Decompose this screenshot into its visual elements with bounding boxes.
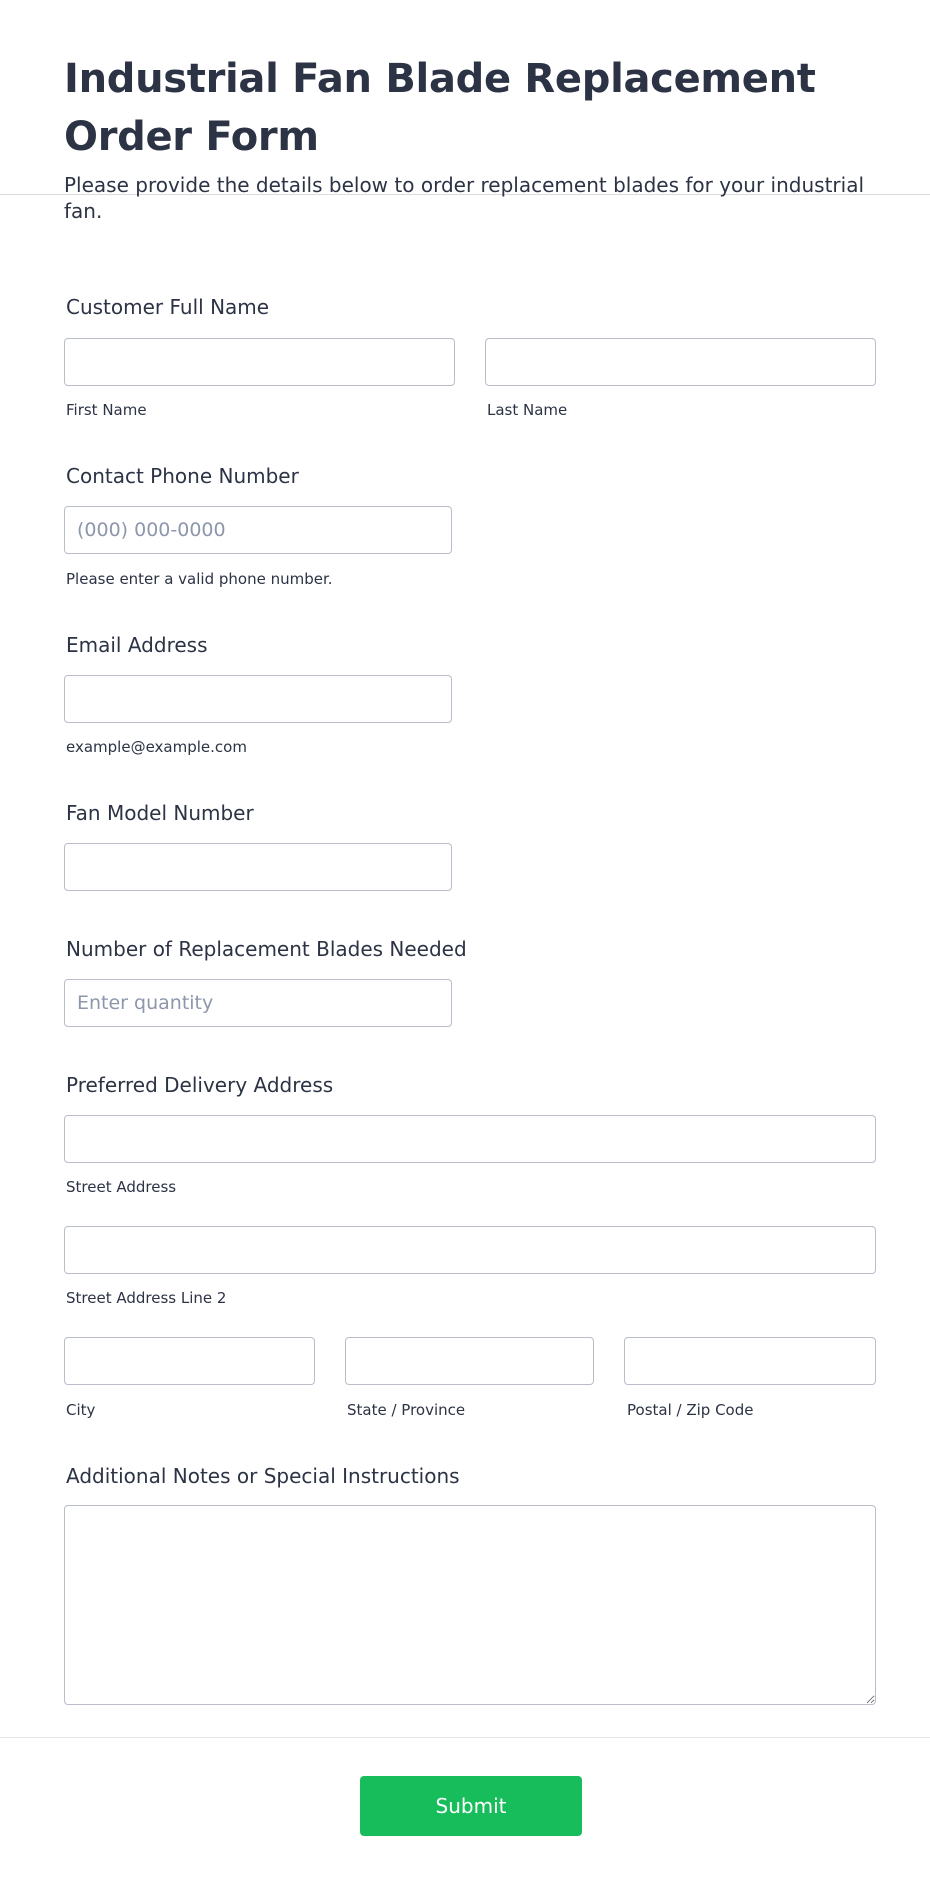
notes-label: Additional Notes or Special Instructions: [66, 1464, 460, 1488]
form-subtitle: Please provide the details below to order replacement blades for your industrial fan.: [64, 173, 865, 223]
state-input[interactable]: [345, 1337, 594, 1385]
state-sublabel: State / Province: [347, 1401, 466, 1419]
zip-input[interactable]: [624, 1337, 876, 1385]
phone-input[interactable]: [64, 506, 452, 554]
notes-textarea[interactable]: [64, 1505, 876, 1705]
form-header: [0, 0, 930, 223]
phone-label: Contact Phone Number: [66, 464, 299, 488]
city-sublabel: City: [66, 1401, 96, 1419]
fan-model-input[interactable]: [64, 843, 452, 891]
email-label: Email Address: [66, 633, 208, 657]
email-input[interactable]: [64, 675, 452, 723]
city-input[interactable]: [64, 1337, 315, 1385]
form-footer: [0, 1737, 930, 1884]
first-name-sublabel: First Name: [66, 401, 147, 419]
blade-quantity-label: Number of Replacement Blades Needed: [66, 937, 467, 961]
email-sublabel: example@example.com: [66, 738, 247, 756]
zip-sublabel: Postal / Zip Code: [627, 1401, 754, 1419]
fan-model-label: Fan Model Number: [66, 801, 254, 825]
phone-sublabel: Please enter a valid phone number.: [66, 570, 333, 588]
form-title: Industrial Fan Blade Replacement Order Form: [64, 56, 816, 160]
address-label: Preferred Delivery Address: [66, 1073, 334, 1097]
street-address-sublabel: Street Address: [66, 1178, 177, 1196]
submit-button[interactable]: Submit: [360, 1776, 582, 1836]
street-address-line2-input[interactable]: [64, 1226, 876, 1274]
full-name-label: Customer Full Name: [66, 295, 270, 319]
street-address-input[interactable]: [64, 1115, 876, 1163]
last-name-sublabel: Last Name: [487, 401, 568, 419]
street-address-line2-sublabel: Street Address Line 2: [66, 1289, 227, 1307]
last-name-input[interactable]: [485, 338, 876, 386]
blade-quantity-input[interactable]: [64, 979, 452, 1027]
first-name-input[interactable]: [64, 338, 455, 386]
